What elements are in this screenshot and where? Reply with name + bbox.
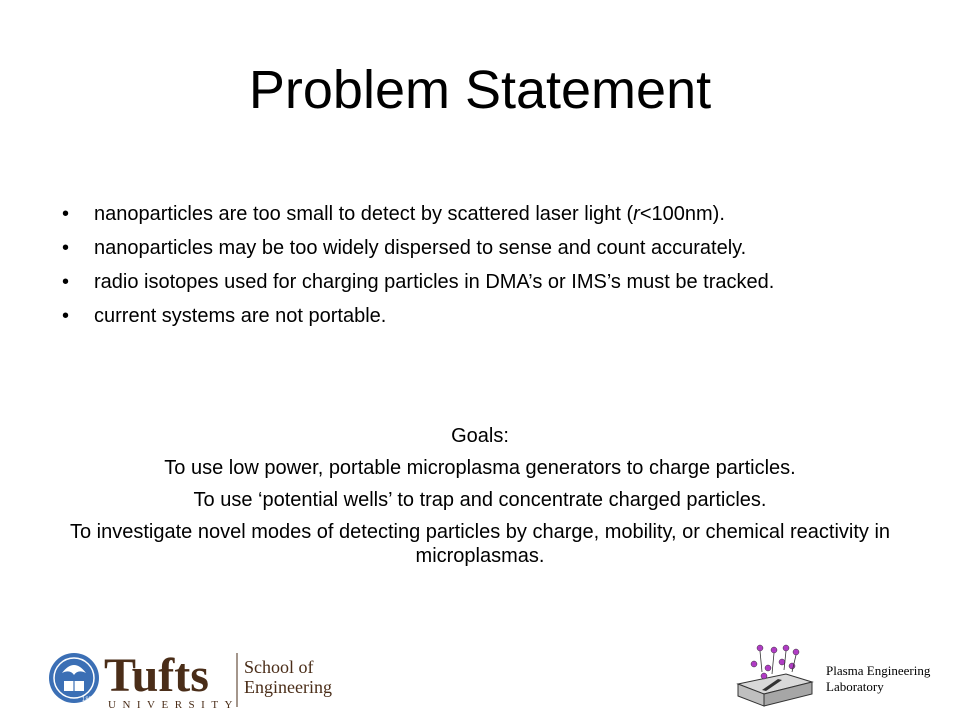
tufts-wordmark: Tufts (104, 649, 209, 702)
goal-item: To use low power, portable microplasma generators to charge particles. (164, 457, 796, 479)
bullet-dot: • (62, 271, 70, 293)
plasma-lab-name (826, 663, 930, 695)
plasma-lab-logo (726, 644, 946, 710)
bullet-text: nanoparticles may be too widely dispersed to sense and count accurately. (94, 237, 747, 259)
bullet-text: current systems are not portable. (94, 305, 387, 327)
microplasma-chip-icon (726, 644, 826, 710)
tufts-logo (48, 645, 348, 711)
bullet-text: radio isotopes used for charging particles in DMA’s or IMS’s must be tracked. (94, 271, 775, 293)
goal-item: To use ‘potential wells’ to trap and concentrate charged particles. (193, 489, 767, 511)
bullet-dot: • (62, 203, 70, 225)
goals-heading: Goals: (451, 425, 509, 447)
svg-text:1852: 1852 (82, 697, 96, 703)
bullet-dot: • (62, 305, 70, 327)
bullet-item (62, 304, 902, 328)
tufts-university-label: UNIVERSITY (108, 699, 239, 711)
tufts-logo-graphic (48, 645, 348, 711)
bullet-text: nanoparticles are too small to detect by scattered laser light (r<100nm). (94, 203, 725, 225)
slide-title: Problem Statement (248, 60, 712, 120)
bullet-dot: • (62, 237, 70, 259)
bullet-list (62, 202, 902, 338)
school-line-2: Engineering (244, 677, 332, 697)
bullet-item (62, 270, 902, 294)
bullet-item (62, 236, 902, 260)
goals-section (70, 424, 890, 576)
school-line-1: School of (244, 657, 314, 677)
plasma-lab-line-2: Laboratory (826, 679, 884, 694)
goal-item: To investigate novel modes of detecting particles by charge, mobility, or chemical reactivity in microplasmas. (70, 521, 891, 567)
plasma-lab-line-1: Plasma Engineering (826, 663, 931, 678)
tufts-seal-icon (49, 653, 99, 703)
bullet-item (62, 202, 902, 226)
